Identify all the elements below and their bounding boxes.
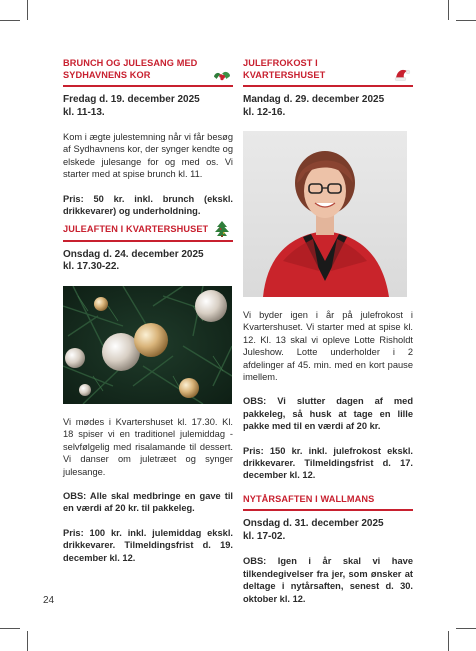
christmas-ornaments-photo xyxy=(63,286,232,404)
event-date: Onsdag d. 31. december 2025 xyxy=(243,518,384,530)
event-note: OBS: Alle skal medbringe en gave til en værdi af 20 kr. til pakkeleg. xyxy=(63,490,233,514)
event-time: kl. 11-13. xyxy=(63,106,105,118)
heading-text: NYTÅRSAFTEN I WALLMANS xyxy=(243,493,375,504)
crop-mark xyxy=(448,631,449,651)
performer-portrait-photo xyxy=(243,131,407,297)
event-description: Vi mødes i Kvartershuset kl. 17.30. Kl. 18 spiser vi en traditionel julemiddag - selvfølgelig med risalamande til dessert. Vi danser om juletræet og synger julesange. xyxy=(63,416,233,477)
event-time: kl. 17.30-22. xyxy=(63,261,120,273)
page-number: 24 xyxy=(43,595,55,606)
crop-mark xyxy=(27,631,28,651)
crop-mark xyxy=(456,20,476,21)
event-price: Pris: 100 kr. inkl. julemiddag ekskl. drikkevarer. Tilmeldingsfrist d. 19. december kl. 12. xyxy=(63,527,233,563)
section-heading xyxy=(243,494,413,512)
event-date: Onsdag d. 24. december 2025 xyxy=(63,248,204,260)
crop-mark xyxy=(0,20,20,21)
crop-mark xyxy=(27,0,28,20)
right-column xyxy=(243,58,413,605)
holly-icon xyxy=(212,66,232,82)
event-price: Pris: 150 kr. inkl. julefrokost ekskl. drikkevarer. Tilmeldingsfrist d. 17. december kl. 12. xyxy=(243,445,413,481)
event-date: Mandag d. 29. december 2025 xyxy=(243,94,385,105)
crop-mark xyxy=(456,628,476,629)
event-description: Kom i ægte julestemning når vi får besøg af Sydhavnens kor, der synger kendte og elskede julesange for og med os. Vi starter med at spise brunch kl. 11. xyxy=(63,132,233,180)
section-heading xyxy=(63,224,233,242)
section-heading xyxy=(243,58,413,87)
event-note: OBS: Vi slutter dagen af med pakkeleg, så husk at tage en lille pakke med til en værdi af 20 kr. xyxy=(243,396,413,432)
christmas-tree-icon xyxy=(212,221,232,237)
heading-text: JULEFROKOST I KVARTERSHUSET xyxy=(243,58,326,80)
crop-mark xyxy=(448,0,449,20)
santa-hat-icon xyxy=(392,66,412,82)
event-note: OBS: Igen i år skal vi have tilkendegivelser fra jer, som ønsker at deltage i nytårsaften, senest d. 30. oktober kl. 12. xyxy=(243,556,413,604)
heading-text: BRUNCH OG JULESANG MED SYDHAVNENS KOR xyxy=(63,58,198,80)
crop-mark xyxy=(0,628,20,629)
event-time: kl. 12-16. xyxy=(243,106,286,118)
left-column xyxy=(63,58,233,564)
event-price: Pris: 50 kr. inkl. brunch (ekskl. drikkevarer) og underholdning. xyxy=(63,193,233,217)
event-description: Vi byder igen i år på julefrokost i Kvartershuset. Vi starter med at spise kl. 12. Kl. 13 skal vi opleve Lotte Risholdt Juleshow. Lotte underholder i 2 afdelinger af 45. min. med en kort pause imellem. xyxy=(243,310,413,383)
event-time: kl. 17-02. xyxy=(243,530,286,542)
section-heading xyxy=(63,58,233,87)
heading-text: JULEAFTEN I KVARTERSHUSET xyxy=(63,224,209,235)
event-date: Fredag d. 19. december 2025 xyxy=(63,94,200,105)
